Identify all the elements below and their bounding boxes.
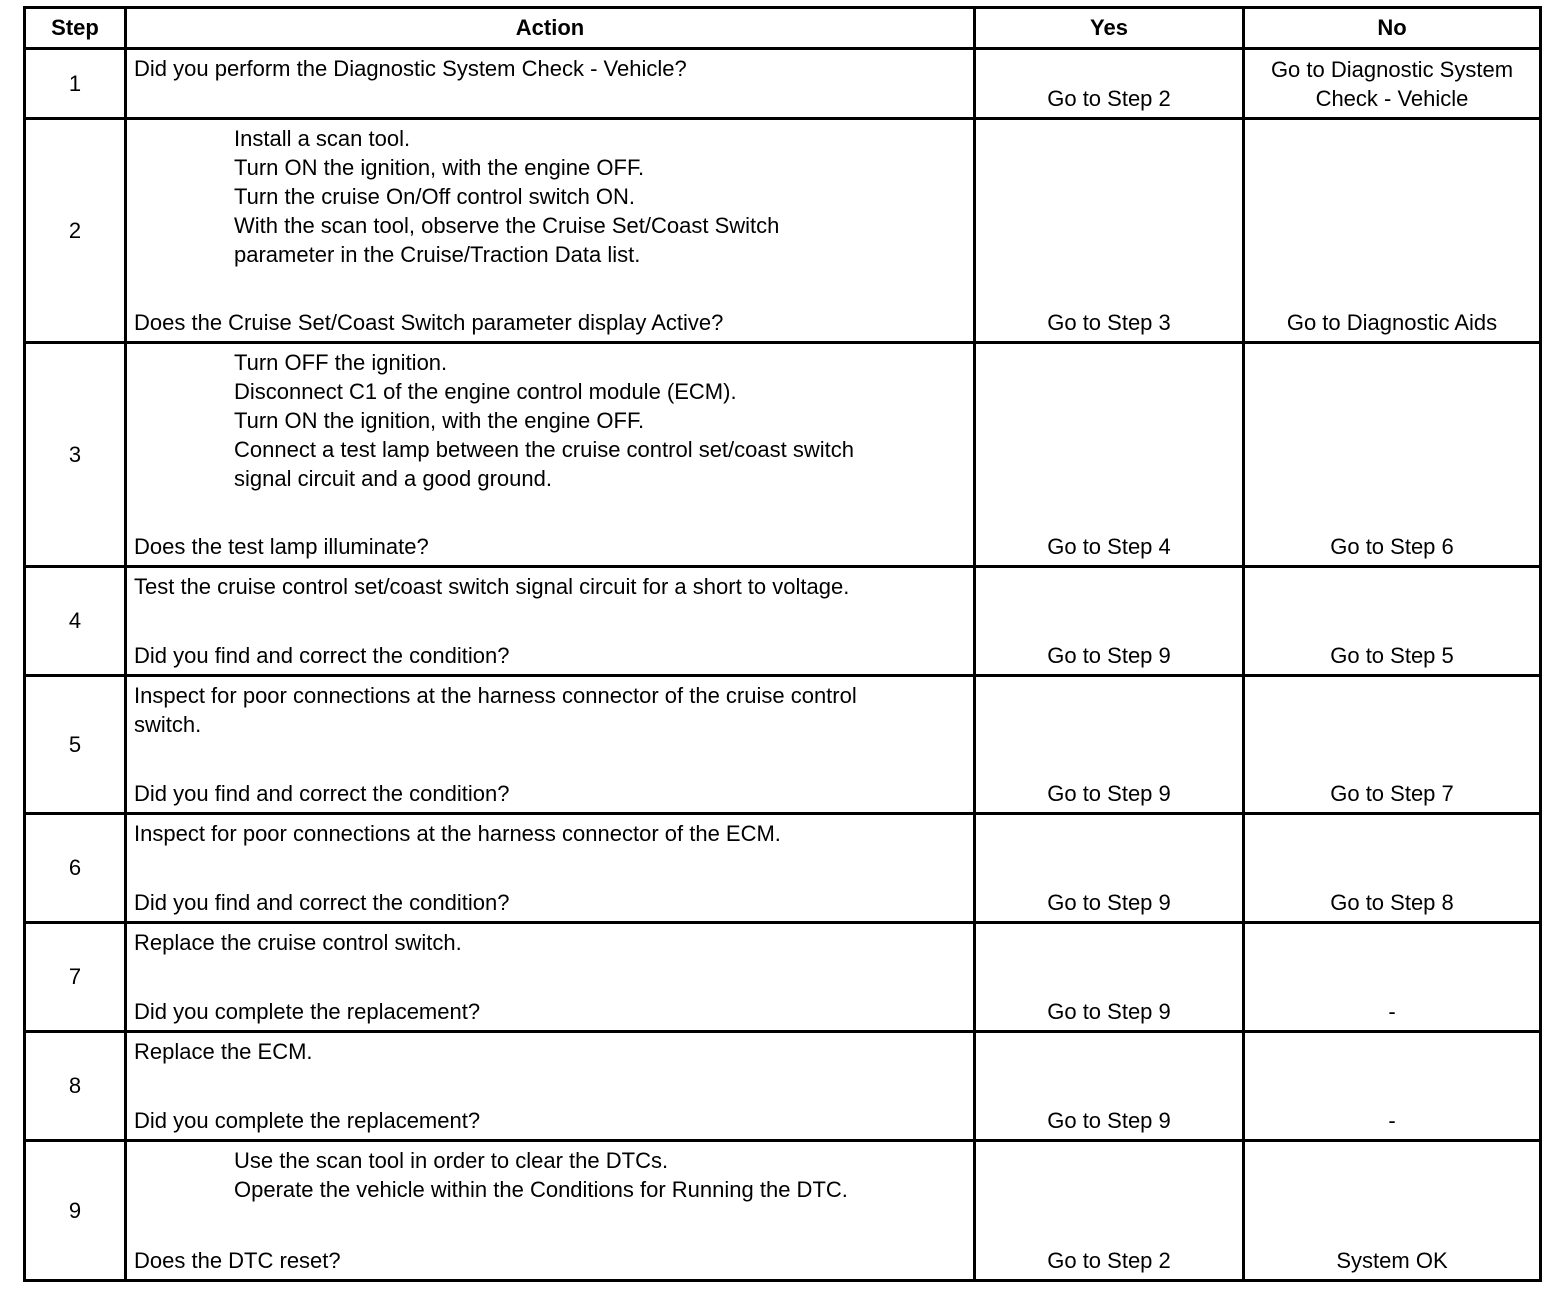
no-result xyxy=(1244,49,1541,119)
action-instructions: Inspect for poor connections at the harness connector of the ECM. xyxy=(134,821,781,846)
action-instructions: Replace the ECM. xyxy=(134,1039,313,1064)
action-instructions: Use the scan tool in order to clear the DTCs. Operate the vehicle within the Conditions for Running the DTC. xyxy=(234,1148,848,1202)
action-cell xyxy=(126,567,975,676)
no-result-text: Go to Diagnostic Aids xyxy=(1286,310,1498,335)
yes-result: Go to Step 9 xyxy=(975,1032,1244,1141)
header-yes: Yes xyxy=(975,8,1244,49)
table-row xyxy=(25,1032,1541,1141)
no-result-text: Go to Step 7 xyxy=(1330,781,1454,806)
no-result-text: System OK xyxy=(1336,1248,1448,1273)
action-question: Did you complete the replacement? xyxy=(134,1108,481,1133)
yes-result: Go to Step 9 xyxy=(975,923,1244,1032)
no-result-text: Go to Step 5 xyxy=(1330,643,1454,668)
header-step: Step xyxy=(25,8,126,49)
table-row xyxy=(25,814,1541,923)
yes-result: Go to Step 9 xyxy=(975,567,1244,676)
action-question: Does the DTC reset? xyxy=(134,1248,341,1273)
step-number: 3 xyxy=(25,343,126,567)
action-instructions: Did you perform the Diagnostic System Check - Vehicle? xyxy=(134,56,687,81)
no-result-text: - xyxy=(1388,1108,1396,1133)
header-row xyxy=(25,8,1541,49)
action-question: Did you complete the replacement? xyxy=(134,999,481,1024)
action-instructions: Turn OFF the ignition. Disconnect C1 of the engine control module (ECM). Turn ON the ignition, with the engine OFF. Connect a test lamp between the cruise control set/coast switch signal circuit and a good ground. xyxy=(234,350,854,491)
step-number: 8 xyxy=(25,1032,126,1141)
table-row xyxy=(25,567,1541,676)
table-row xyxy=(25,119,1541,343)
yes-result: Go to Step 3 xyxy=(975,119,1244,343)
step-number: 1 xyxy=(25,49,126,119)
table-body xyxy=(25,49,1541,1281)
no-result xyxy=(1244,814,1541,923)
action-cell xyxy=(126,1032,975,1141)
no-result xyxy=(1244,1141,1541,1281)
action-cell xyxy=(126,1141,975,1281)
yes-result: Go to Step 2 xyxy=(975,49,1244,119)
action-cell xyxy=(126,676,975,814)
no-result xyxy=(1244,1032,1541,1141)
table-row xyxy=(25,343,1541,567)
action-instructions: Inspect for poor connections at the harness connector of the cruise control switch. xyxy=(134,683,857,737)
table-row xyxy=(25,1141,1541,1281)
yes-result: Go to Step 2 xyxy=(975,1141,1244,1281)
action-question: Did you find and correct the condition? xyxy=(134,781,510,806)
step-number: 9 xyxy=(25,1141,126,1281)
yes-result: Go to Step 9 xyxy=(975,676,1244,814)
action-question: Did you find and correct the condition? xyxy=(134,890,510,915)
no-result xyxy=(1244,567,1541,676)
step-number: 7 xyxy=(25,923,126,1032)
no-result xyxy=(1244,676,1541,814)
no-result xyxy=(1244,343,1541,567)
action-instructions: Test the cruise control set/coast switch signal circuit for a short to voltage. xyxy=(134,574,850,599)
diagnostic-table xyxy=(23,6,1542,1282)
action-instructions: Install a scan tool. Turn ON the ignition, with the engine OFF. Turn the cruise On/Off control switch ON. With the scan tool, observe the Cruise Set/Coast Switch parameter in the Cruise/Traction Data list. xyxy=(234,126,780,267)
step-number: 4 xyxy=(25,567,126,676)
no-result-text: - xyxy=(1388,999,1396,1024)
action-question: Does the test lamp illuminate? xyxy=(134,534,429,559)
no-result-text: Go to Step 6 xyxy=(1330,534,1454,559)
no-result-text: Go to Step 8 xyxy=(1330,890,1454,915)
step-number: 5 xyxy=(25,676,126,814)
header-action: Action xyxy=(126,8,975,49)
action-cell xyxy=(126,923,975,1032)
action-instructions: Replace the cruise control switch. xyxy=(134,930,462,955)
no-result-text: Go to Diagnostic System Check - Vehicle xyxy=(1270,57,1514,111)
no-result xyxy=(1244,923,1541,1032)
step-number: 2 xyxy=(25,119,126,343)
action-cell xyxy=(126,119,975,343)
header-no: No xyxy=(1244,8,1541,49)
action-question: Did you find and correct the condition? xyxy=(134,643,510,668)
action-cell xyxy=(126,343,975,567)
no-result xyxy=(1244,119,1541,343)
action-question: Does the Cruise Set/Coast Switch parameter display Active? xyxy=(134,310,724,335)
yes-result: Go to Step 9 xyxy=(975,814,1244,923)
table-row xyxy=(25,49,1541,119)
action-cell xyxy=(126,814,975,923)
yes-result: Go to Step 4 xyxy=(975,343,1244,567)
table-row xyxy=(25,923,1541,1032)
action-cell xyxy=(126,49,975,119)
table-row xyxy=(25,676,1541,814)
step-number: 6 xyxy=(25,814,126,923)
